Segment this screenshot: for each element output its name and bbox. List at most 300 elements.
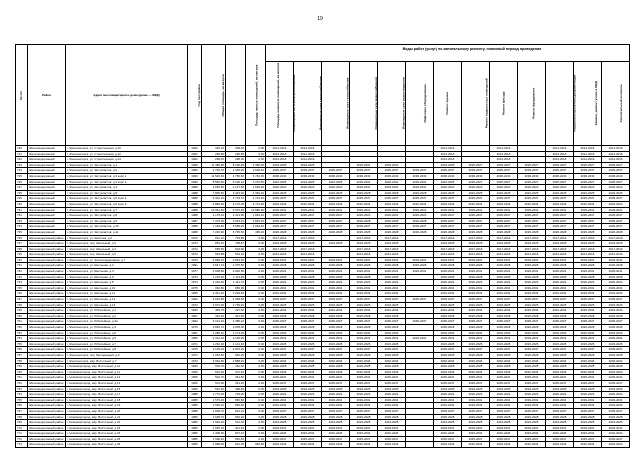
cell-num: 743	[16, 274, 28, 280]
cell-work-period: 2035-2037	[350, 408, 378, 414]
cell-year: 1972	[188, 358, 202, 364]
cell-nonres-area: 0,00	[246, 380, 266, 386]
cell-work-period: 2020-2022	[294, 185, 322, 191]
cell-work-period: 2023-2025	[434, 179, 462, 185]
cell-work-period: 2029-2031	[378, 179, 406, 185]
page-number: 19	[317, 16, 323, 22]
cell-work-period: 2029-2031	[406, 269, 434, 275]
cell-work-period: 2023-2025	[378, 420, 406, 426]
cell-work-period: 2026-2028	[378, 414, 406, 420]
cell-work-period: 2026-2028	[294, 364, 322, 370]
cell-num: 772	[16, 436, 28, 442]
cell-work-period: 2026-2028	[602, 229, 630, 235]
cell-work-period: 2035-2037	[266, 319, 294, 325]
cell-work-period: 2035-2037	[546, 408, 574, 414]
cell-work-period: 2035-2037	[462, 218, 490, 224]
cell-work-period: 2026-2028	[266, 229, 294, 235]
cell-work-period: 2025-2027	[602, 179, 630, 185]
cell-work-period: 2035-2037	[406, 319, 434, 325]
cell-work-period: 2035-2037	[322, 196, 350, 202]
cell-work-period: 2029-2031	[574, 425, 602, 431]
cell-district: Железнодорожный район	[28, 403, 66, 409]
cell-res-area: 2 954,50	[226, 257, 246, 263]
cell-work-period: 2035-2037	[266, 224, 294, 230]
cell-address: г. Железногорск, ул. Энтузиастов, д.4	[66, 185, 188, 191]
cell-work-period: 2020-2022	[518, 280, 546, 286]
cell-work-period: 2032-2034	[518, 201, 546, 207]
cell-district: Железнодорожный	[28, 213, 66, 219]
cell-work-period: 2026-2028	[350, 190, 378, 196]
cell-res-area: 604,80	[226, 246, 246, 252]
cell-address: г. Новомирсгород, мкр. Восточный, д.17	[66, 392, 188, 398]
cell-district: Железнодорожный район	[28, 347, 66, 353]
cell-work-period: 2032-2034	[378, 291, 406, 297]
cell-work-period: 2035-2037	[434, 436, 462, 442]
cell-nonres-area: 0,00	[246, 319, 266, 325]
cell-work-period: 2035-2037	[294, 380, 322, 386]
cell-num: 734	[16, 224, 28, 230]
cell-work-period: 2032-2034	[266, 358, 294, 364]
cell-work-period: 2029-2031	[322, 397, 350, 403]
cell-nonres-area: 4 722,40	[246, 196, 266, 202]
cell-work-period: 2026-2028	[546, 263, 574, 269]
cell-nonres-area: 2 370,50	[246, 179, 266, 185]
cell-year: 1986	[188, 431, 202, 437]
cell-num: 749	[16, 308, 28, 314]
cell-work-period: 2014-2016	[462, 252, 490, 258]
cell-year: 1970	[188, 235, 202, 241]
cell-address: г. Железногорск, пер. Школьный, д.3	[66, 241, 188, 247]
cell-work-period: 2020-2022	[602, 280, 630, 286]
cell-address: г. Новомирсгород, мкр. Восточный, д.22	[66, 420, 188, 426]
cell-res-area: 3 534,10	[226, 218, 246, 224]
col-header-work-3: Инженерные сети водоснабжения	[350, 62, 378, 146]
cell-nonres-area: 0,00	[246, 408, 266, 414]
cell-work-period: 2029-2031	[322, 285, 350, 291]
cell-nonres-area: 6 740,00	[246, 173, 266, 179]
cell-work-period: 2020-2022	[490, 280, 518, 286]
cell-work-period: 2023-2025	[322, 341, 350, 347]
col-header-address: Адрес многоквартирного дома (далее — МКД)	[66, 45, 188, 146]
cell-work-period: 2026-2028	[378, 263, 406, 269]
cell-num: 756	[16, 347, 28, 353]
cell-work-period: 2025-2027	[574, 162, 602, 168]
cell-work-period: 2020-2022	[574, 280, 602, 286]
cell-work-period: 2020-2022	[294, 392, 322, 398]
cell-district: Железнодорожный район	[28, 280, 66, 286]
cell-work-period: 2026-2028	[546, 352, 574, 358]
cell-num: 723	[16, 162, 28, 168]
cell-work-period: 2026-2028	[266, 263, 294, 269]
cell-work-period: 2035-2037	[322, 347, 350, 353]
cell-work-period: 2032-2034	[378, 442, 406, 448]
cell-work-period: 2032-2034	[322, 442, 350, 448]
cell-work-period: 2029-2031	[434, 375, 462, 381]
cell-work-period: 2035-2037	[602, 347, 630, 353]
cell-year: 1988	[188, 392, 202, 398]
cell-work-period: 2029-2031	[294, 285, 322, 291]
cell-work-period: 2029-2031	[574, 207, 602, 213]
cell-work-period: 2029-2031	[490, 336, 518, 342]
cell-work-period: 2035-2037	[294, 347, 322, 353]
cell-work-period: 2032-2034	[294, 358, 322, 364]
cell-num: 754	[16, 336, 28, 342]
cell-res-area: 729,00	[226, 392, 246, 398]
cell-work-period: 2035-2037	[378, 347, 406, 353]
cell-address: г. Новомирсгород, мкр. Восточный, д.21	[66, 414, 188, 420]
cell-work-period: 2029-2031	[574, 269, 602, 275]
cell-work-period: 2026-2028	[518, 364, 546, 370]
cell-work-period: 2020-2022	[462, 185, 490, 191]
cell-work-period: 2023-2025	[434, 420, 462, 426]
cell-work-period: 2032-2034	[322, 291, 350, 297]
cell-work-period: 2026-2028	[574, 325, 602, 331]
cell-work-period: 2020-2022	[462, 392, 490, 398]
cell-work-period: 2029-2031	[434, 257, 462, 263]
cell-work-period: 2020-2022	[266, 392, 294, 398]
cell-work-period: 2032-2034	[602, 431, 630, 437]
cell-work-period: 2017-2019	[462, 235, 490, 241]
cell-res-area: 1 113,90	[226, 274, 246, 280]
cell-year: 1986	[188, 420, 202, 426]
cell-work-period: 2035-2037	[518, 380, 546, 386]
cell-work-period: 2035-2037	[602, 168, 630, 174]
cell-area: 9 442,10	[202, 196, 226, 202]
cell-work-period: 2020-2022	[434, 280, 462, 286]
cell-work-period: 2026-2028	[378, 274, 406, 280]
cell-work-period: 2035-2037	[490, 380, 518, 386]
cell-area: 7 806,50	[202, 190, 226, 196]
cell-work-period: 2035-2037	[518, 218, 546, 224]
cell-work-period: 2032-2034	[350, 431, 378, 437]
cell-work-period: 2029-2031	[490, 425, 518, 431]
cell-work-period: 2029-2031	[266, 207, 294, 213]
cell-area: 6 889,60	[202, 201, 226, 207]
cell-district: Железнодорожный район	[28, 257, 66, 263]
cell-res-area: 4 780,60	[226, 173, 246, 179]
cell-work-period: 2032-2034	[322, 403, 350, 409]
cell-work-period: 2035-2037	[574, 347, 602, 353]
cell-work-period: 2035-2037	[378, 319, 406, 325]
cell-work-period: 2026-2028	[378, 364, 406, 370]
cell-res-area: 912,30	[226, 442, 246, 448]
cell-address: г. Железногорск, ул. Железнодорожная, д.7	[66, 257, 188, 263]
cell-work-period: 2029-2031	[350, 375, 378, 381]
cell-work-period: 2032-2034	[266, 442, 294, 448]
cell-district: Железнодорожный район	[28, 291, 66, 297]
cell-work-period: 2038-2040	[602, 173, 630, 179]
cell-area: 296,80	[202, 151, 226, 157]
cell-res-area: 2 176,00	[226, 201, 246, 207]
cell-work-period: 2026-2028	[406, 190, 434, 196]
cell-work-period: 2026-2028	[462, 229, 490, 235]
cell-area: 4 314,30	[202, 336, 226, 342]
cell-res-area: 604,32	[226, 252, 246, 258]
cell-year: 1988	[188, 207, 202, 213]
cell-nonres-area: 0,00	[246, 257, 266, 263]
cell-work-period: 2029-2031	[490, 207, 518, 213]
cell-work-period: 2032-2034	[602, 442, 630, 448]
cell-num: 755	[16, 341, 28, 347]
cell-nonres-area: 0,00	[246, 313, 266, 319]
cell-work-period: 2032-2034	[434, 442, 462, 448]
cell-num: 746	[16, 291, 28, 297]
cell-nonres-area: 0,00	[246, 274, 266, 280]
cell-year: 1986	[188, 425, 202, 431]
cell-work-period: 2026-2028	[518, 325, 546, 331]
cell-work-period: 2035-2037	[350, 347, 378, 353]
cell-work-period: 2029-2031	[518, 397, 546, 403]
cell-work-period: 2029-2031	[434, 207, 462, 213]
cell-work-period: 2032-2034	[574, 330, 602, 336]
cell-year: 1966	[188, 375, 202, 381]
col-header-work-10: Разработка проектной документации	[546, 62, 574, 146]
cell-num: 761	[16, 375, 28, 381]
cell-district: Железнодорожный район	[28, 263, 66, 269]
cell-work-period: 2035-2037	[294, 168, 322, 174]
cell-work-period: 2026-2028	[378, 229, 406, 235]
cell-work-period: 2014-2016	[490, 157, 518, 163]
cell-work-period: 2020-2022	[350, 392, 378, 398]
cell-nonres-area: 0,00	[246, 146, 266, 152]
cell-res-area: 1 112,70	[226, 280, 246, 286]
cell-work-period: 2026-2028	[294, 352, 322, 358]
cell-year: 1994	[188, 319, 202, 325]
cell-num: 765	[16, 397, 28, 403]
cell-nonres-area: 0,00	[246, 397, 266, 403]
cell-work-period: 2029-2031	[462, 425, 490, 431]
cell-work-period: 2035-2037	[546, 347, 574, 353]
cell-work-period: 2023-2025	[294, 241, 322, 247]
cell-work-period: 2029-2031	[378, 162, 406, 168]
cell-res-area: 3 443,30	[226, 190, 246, 196]
cell-year: 1975	[188, 347, 202, 353]
cell-work-period: 2035-2037	[322, 213, 350, 219]
cell-nonres-area: 0,00	[246, 392, 266, 398]
cell-work-period: 2035-2037	[462, 213, 490, 219]
cell-area: 851,46	[202, 241, 226, 247]
cell-work-period: 2029-2031	[546, 397, 574, 403]
cell-work-period: 2032-2034	[490, 431, 518, 437]
col-header-work-1: Инженерные сети теплоснабжения	[294, 62, 322, 146]
cell-nonres-area: 0,00	[246, 263, 266, 269]
cell-work-period: 2035-2037	[322, 297, 350, 303]
cell-res-area: 911,40	[226, 425, 246, 431]
cell-res-area: 952,40	[226, 436, 246, 442]
cell-work-period: 2026-2028	[266, 274, 294, 280]
cell-work-period: 2038-2040	[350, 173, 378, 179]
cell-work-period: 2035-2037	[350, 380, 378, 386]
cell-work-period: 2032-2034	[546, 201, 574, 207]
cell-district: Железнодорожный	[28, 190, 66, 196]
cell-work-period: 2032-2034	[266, 369, 294, 375]
cell-work-period: 2023-2025	[574, 386, 602, 392]
table-body	[16, 146, 630, 448]
cell-work-period: 2026-2028	[574, 229, 602, 235]
cell-work-period: 2029-2031	[518, 257, 546, 263]
cell-work-period: 2017-2019	[602, 246, 630, 252]
cell-res-area: 2 605,00	[226, 325, 246, 331]
cell-work-period: 2029-2031	[266, 269, 294, 275]
cell-address: г. Железногорск, ул. Энтузиастов, д.11	[66, 229, 188, 235]
cell-work-period: 2032-2034	[350, 201, 378, 207]
cell-num: 763	[16, 386, 28, 392]
cell-work-period: 2032-2034	[462, 201, 490, 207]
col-header-work-7: Ремонт подвальных помещений	[462, 62, 490, 146]
cell-work-period: 2032-2034	[294, 442, 322, 448]
cell-work-period: 2023-2025	[266, 302, 294, 308]
cell-district: Железнодорожный район	[28, 252, 66, 258]
cell-work-period: 2026-2028	[266, 325, 294, 331]
cell-nonres-area: 0,00	[246, 352, 266, 358]
cell-res-area: 2 475,50	[226, 263, 246, 269]
cell-work-period: 2035-2037	[490, 168, 518, 174]
cell-res-area: 6 735,50	[226, 229, 246, 235]
cell-district: Железнодорожный район	[28, 341, 66, 347]
cell-work-period: 2023-2025	[378, 386, 406, 392]
col-header-work-2: Инженерные сети газоснабжения	[322, 62, 350, 146]
cell-work-period: 2029-2031	[602, 269, 630, 275]
cell-work-period: 2035-2037	[350, 168, 378, 174]
cell-work-period: 2026-2028	[490, 364, 518, 370]
cell-work-period: 2023-2025	[546, 241, 574, 247]
cell-nonres-area: 0,00	[246, 425, 266, 431]
cell-work-period: 2023-2025	[266, 386, 294, 392]
cell-work-period: 2023-2025	[518, 241, 546, 247]
cell-work-period: 2035-2037	[462, 224, 490, 230]
cell-year: 1985	[188, 408, 202, 414]
cell-work-period: 2035-2037	[546, 436, 574, 442]
cell-num: 757	[16, 352, 28, 358]
cell-address: г. Новомирсгород, мкр. Восточный, д.14	[66, 380, 188, 386]
cell-work-period: 2029-2031	[602, 285, 630, 291]
cell-work-period: 2035-2037	[602, 224, 630, 230]
cell-area: 1 220,60	[202, 280, 226, 286]
cell-year: 1962	[188, 151, 202, 157]
cell-address: г. Железногорск, ул. Юбилейная, д.5	[66, 330, 188, 336]
cell-res-area: 2 739,40	[226, 302, 246, 308]
cell-nonres-area: 0,00	[246, 302, 266, 308]
cell-year: 1966	[188, 380, 202, 386]
cell-work-period: 2025-2027	[546, 162, 574, 168]
cell-work-period: 2026-2028	[546, 229, 574, 235]
cell-work-period: 2032-2034	[490, 358, 518, 364]
cell-area: 1 588,00	[202, 442, 226, 448]
cell-work-period: 2032-2034	[574, 308, 602, 314]
cell-work-period: 2029-2031	[350, 257, 378, 263]
cell-work-period: 2026-2028	[322, 263, 350, 269]
cell-work-period: 2035-2037	[266, 380, 294, 386]
cell-work-period: 2026-2028	[294, 274, 322, 280]
cell-work-period: 2023-2025	[490, 302, 518, 308]
cell-work-period: 2035-2037	[574, 213, 602, 219]
cell-work-period: 2023-2025	[350, 420, 378, 426]
cell-work-period: 2023-2025	[378, 302, 406, 308]
cell-nonres-area: 0,00	[246, 285, 266, 291]
cell-work-period: 2032-2034	[434, 291, 462, 297]
cell-area: 501,90	[202, 380, 226, 386]
cell-work-period: 2032-2034	[518, 442, 546, 448]
cell-address: г. Железногорск, пер. Школьный, д.5	[66, 252, 188, 258]
cell-work-period: 2035-2037	[518, 297, 546, 303]
cell-num: 727	[16, 185, 28, 191]
cell-nonres-area: 0,00	[246, 431, 266, 437]
cell-year: 1972	[188, 246, 202, 252]
cell-work-period: 2025-2027	[518, 162, 546, 168]
cell-work-period: 2038-2040	[406, 173, 434, 179]
cell-address: г. Новомирсгород, мкр. Восточный, д.25	[66, 436, 188, 442]
cell-work-period: 2029-2031	[546, 257, 574, 263]
cell-address: г. Железногорск, ул. Школьная, д.11	[66, 291, 188, 297]
cell-work-period: 2017-2019	[434, 235, 462, 241]
cell-work-period: 2029-2031	[462, 257, 490, 263]
cell-address: г. Железногорск, ул. Юбилейная, д.7	[66, 341, 188, 347]
cell-work-period: 2029-2031	[490, 257, 518, 263]
cell-work-period: 2014-2016	[490, 146, 518, 152]
cell-work-period: 2029-2031	[406, 179, 434, 185]
cell-work-period: 2032-2034	[490, 369, 518, 375]
cell-res-area: 8 106,90	[226, 162, 246, 168]
cell-work-period: 2035-2037	[490, 319, 518, 325]
cell-work-period: 2035-2037	[602, 213, 630, 219]
cell-res-area: 2 920,50	[226, 269, 246, 275]
cell-work-period: 2023-2025	[462, 386, 490, 392]
cell-work-period: 2026-2028	[434, 364, 462, 370]
cell-work-period: 2035-2037	[574, 436, 602, 442]
cell-work-period: 2023-2025	[602, 241, 630, 247]
cell-res-area: 2 870,20	[226, 347, 246, 353]
cell-work-period: 2032-2034	[546, 330, 574, 336]
cell-work-period: 2026-2028	[322, 229, 350, 235]
cell-address: г. Новомирсгород, мкр. Восточный, д.15	[66, 386, 188, 392]
cell-work-period: 2032-2034	[462, 369, 490, 375]
cell-work-period: 2026-2028	[518, 263, 546, 269]
cell-work-period: 2026-2028	[322, 313, 350, 319]
cell-nonres-area: 0,00	[246, 420, 266, 426]
cell-work-period: 2029-2031	[602, 257, 630, 263]
cell-work-period: 2035-2037	[546, 213, 574, 219]
cell-res-area: 4 719,70	[226, 196, 246, 202]
cell-work-period: 2026-2028	[462, 364, 490, 370]
cell-year: 1985	[188, 336, 202, 342]
cell-work-period: 2029-2031	[322, 207, 350, 213]
cell-area: 484,75	[202, 308, 226, 314]
cell-work-period: 2035-2037	[518, 168, 546, 174]
cell-work-period: 2026-2028	[462, 325, 490, 331]
col-header-work-0: Инженерные сети электроснабжения	[266, 62, 294, 146]
cell-work-period: 2035-2037	[518, 436, 546, 442]
cell-work-period: 2026-2028	[574, 414, 602, 420]
cell-work-period: 2032-2034	[294, 431, 322, 437]
cell-year: 1973	[188, 274, 202, 280]
cell-address: г. Железногорск, мкр. Восточный, д.7	[66, 358, 188, 364]
cell-address: г. Железногорск, ул. Юбилейная, д.3а	[66, 319, 188, 325]
cell-work-period: 2035-2037	[322, 436, 350, 442]
cell-work-period: 2029-2031	[462, 285, 490, 291]
cell-work-period: 2032-2034	[546, 431, 574, 437]
cell-area: 1 219,00	[202, 274, 226, 280]
cell-work-period: 2020-2022	[406, 213, 434, 219]
cell-work-period: 2032-2034	[490, 291, 518, 297]
cell-work-period: 2026-2028	[602, 414, 630, 420]
cell-work-period: 2026-2028	[378, 190, 406, 196]
cell-work-period: 2029-2031	[322, 336, 350, 342]
cell-area: 1 770,00	[202, 392, 226, 398]
cell-work-period: 2026-2028	[574, 263, 602, 269]
cell-work-period: 2029-2031	[322, 375, 350, 381]
cell-address: г. Железногорск, ул. Строительная, д.14	[66, 157, 188, 163]
cell-res-area: 837,10	[226, 431, 246, 437]
